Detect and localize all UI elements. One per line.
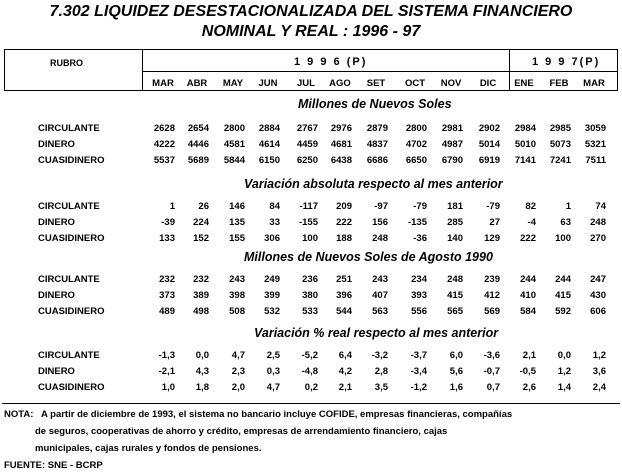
table-cell: 2767	[296, 123, 318, 134]
table-cell: 5844	[223, 155, 245, 166]
table-cell: 6,4	[338, 350, 352, 361]
month-header: MAR	[152, 78, 174, 89]
table-cell: 27	[489, 217, 500, 228]
table-cell: 533	[302, 306, 318, 317]
table-cell: 5014	[478, 139, 500, 150]
table-cell: 415	[447, 290, 463, 301]
table-cell: 4681	[330, 139, 352, 150]
table-cell: 152	[193, 233, 209, 244]
table-cell: 399	[264, 290, 280, 301]
table-cell: 2,3	[231, 366, 245, 377]
table-cell: 556	[411, 306, 427, 317]
table-cell: 2985	[549, 123, 571, 134]
month-header: MAY	[222, 78, 244, 89]
row-label: DINERO	[38, 290, 75, 301]
section-title: Variación % real respecto al mes anterior	[254, 326, 499, 340]
row-label: DINERO	[38, 217, 75, 228]
row-label: CIRCULANTE	[38, 350, 100, 361]
table-cell: 306	[264, 233, 280, 244]
table-cell: 532	[264, 306, 280, 317]
table-cell: 1,6	[449, 382, 463, 393]
table-cell: 0,0	[557, 350, 571, 361]
table-cell: 398	[229, 290, 245, 301]
month-header: ENE	[514, 78, 534, 89]
table-cell: 4,7	[231, 350, 245, 361]
table-cell: 2,1	[522, 350, 536, 361]
table-cell: 393	[411, 290, 427, 301]
section-title: Variación absoluta respecto al mes anterior	[244, 177, 503, 191]
table-cell: 6,0	[449, 350, 463, 361]
table-cell: 26	[198, 201, 209, 212]
table-cell: 4459	[296, 139, 318, 150]
month-header: DIC	[479, 78, 497, 89]
row-label: CUASIDINERO	[38, 233, 105, 244]
table-cell: 234	[411, 274, 427, 285]
row-label: CUASIDINERO	[38, 155, 105, 166]
section-title: Millones de Nuevos Soles de Agosto 1990	[244, 250, 493, 264]
table-cell: 251	[336, 274, 352, 285]
table-cell: 6438	[330, 155, 352, 166]
table-cell: -79	[413, 201, 427, 212]
source-line: FUENTE: SNE - BCRP	[4, 460, 103, 471]
table-cell: -3,7	[410, 350, 427, 361]
table-cell: 0,2	[304, 382, 318, 393]
table-cell: -3,2	[371, 350, 388, 361]
table-cell: 5689	[187, 155, 209, 166]
rubro-header: RUBRO	[50, 58, 83, 68]
row-label: CIRCULANTE	[38, 274, 100, 285]
table-cell: 244	[520, 274, 536, 285]
table-cell: 2879	[366, 123, 388, 134]
table-cell: 2800	[223, 123, 245, 134]
table-cell: 146	[229, 201, 245, 212]
table-cell: 544	[336, 306, 352, 317]
table-cell: 389	[193, 290, 209, 301]
table-cell: 2,1	[338, 382, 352, 393]
table-cell: 2984	[514, 123, 536, 134]
table-cell: 2981	[441, 123, 463, 134]
table-cell: -5,2	[301, 350, 318, 361]
table-cell: 5010	[514, 139, 536, 150]
note-label: NOTA:	[4, 409, 34, 420]
table-cell: 248	[590, 217, 606, 228]
table-cell: 489	[159, 306, 175, 317]
table-cell: -155	[298, 217, 318, 228]
table-cell: 565	[447, 306, 463, 317]
table-cell: 4987	[441, 139, 463, 150]
table-cell: 2654	[187, 123, 209, 134]
table-cell: 4581	[223, 139, 245, 150]
table-cell: -117	[299, 201, 318, 212]
table-cell: 236	[302, 274, 318, 285]
table-cell: 1,0	[161, 382, 175, 393]
table-cell: 2,4	[592, 382, 606, 393]
table-cell: 4614	[258, 139, 280, 150]
table-cell: 63	[560, 217, 571, 228]
table-cell: 7511	[585, 155, 606, 166]
table-cell: 2902	[478, 123, 500, 134]
year-1996-header: 1 9 9 6 (P)	[294, 56, 368, 68]
table-cell: 100	[302, 233, 318, 244]
table-cell: 135	[229, 217, 245, 228]
table-cell: 188	[336, 233, 352, 244]
table-cell: 2800	[405, 123, 427, 134]
table-cell: 270	[590, 233, 606, 244]
table-cell: 248	[447, 274, 463, 285]
table-cell: 6250	[296, 155, 318, 166]
table-cell: -0,5	[519, 366, 536, 377]
table-cell: 4,7	[266, 382, 280, 393]
table-cell: 129	[484, 233, 500, 244]
table-cell: 3059	[584, 123, 606, 134]
table-cell: 140	[447, 233, 463, 244]
table-cell: 84	[269, 201, 280, 212]
month-header: SET	[366, 78, 386, 89]
table-cell: 2,6	[522, 382, 536, 393]
table-cell: 396	[336, 290, 352, 301]
header-divider	[143, 71, 618, 72]
table-cell: -1,2	[410, 382, 427, 393]
table-cell: 407	[372, 290, 388, 301]
table-cell: 232	[159, 274, 175, 285]
table-cell: 222	[520, 233, 536, 244]
table-cell: -3,6	[483, 350, 500, 361]
table-cell: -1,3	[158, 350, 175, 361]
table-cell: 2628	[153, 123, 175, 134]
table-cell: 7141	[514, 155, 536, 166]
table-cell: -135	[407, 217, 427, 228]
table-subtitle: NOMINAL Y REAL : 1996 - 97	[201, 23, 421, 40]
table-cell: 249	[264, 274, 280, 285]
table-cell: -3,4	[410, 366, 427, 377]
table-cell: 247	[590, 274, 606, 285]
table-cell: 5537	[153, 155, 175, 166]
table-cell: 410	[520, 290, 536, 301]
table-cell: 6686	[366, 155, 388, 166]
table-cell: 74	[595, 201, 606, 212]
table-cell: -4,8	[301, 366, 318, 377]
month-header: NOV	[440, 78, 462, 89]
table-cell: 209	[336, 201, 352, 212]
year-1997-header: 1 9 9 7(P)	[532, 56, 601, 68]
table-cell: 380	[302, 290, 318, 301]
table-cell: -36	[413, 233, 427, 244]
table-cell: 6650	[405, 155, 427, 166]
table-cell: 243	[229, 274, 245, 285]
section-title: Millones de Nuevos Soles	[298, 97, 452, 111]
table-cell: -2,1	[158, 366, 175, 377]
row-label: CUASIDINERO	[38, 306, 105, 317]
table-cell: 100	[555, 233, 571, 244]
table-cell: 508	[229, 306, 245, 317]
table-cell: 3,5	[374, 382, 388, 393]
month-header: MAR	[583, 78, 605, 89]
table-cell: 569	[484, 306, 500, 317]
note-separator	[2, 403, 620, 404]
table-cell: 232	[193, 274, 209, 285]
table-cell: 5073	[549, 139, 571, 150]
table-cell: 243	[372, 274, 388, 285]
table-cell: 2,0	[231, 382, 245, 393]
note-line: de seguros, cooperativas de ahorro y crédito, empresas de arrendamiento financiero, cajas	[35, 426, 448, 437]
month-header: FEB	[549, 78, 569, 89]
table-cell: 5321	[584, 139, 606, 150]
table-cell: 2976	[330, 123, 352, 134]
row-label: DINERO	[38, 366, 75, 377]
table-cell: -0,7	[483, 366, 500, 377]
table-cell: 5,6	[449, 366, 463, 377]
table-cell: 1,2	[592, 350, 606, 361]
month-header: OCT	[404, 78, 426, 89]
table-cell: 1	[565, 201, 571, 212]
table-cell: -97	[374, 201, 388, 212]
table-cell: 412	[484, 290, 500, 301]
note-line: A partir de diciembre de 1993, el sistema no bancario incluye COFIDE, empresas financieras, compañías	[41, 409, 513, 420]
table-cell: 498	[193, 306, 209, 317]
table-cell: 155	[229, 233, 245, 244]
table-cell: 156	[372, 217, 388, 228]
table-cell: 584	[520, 306, 536, 317]
table-cell: 2,5	[266, 350, 280, 361]
table-cell: 181	[447, 201, 463, 212]
table-cell: 1	[169, 201, 175, 212]
month-header: AGO	[329, 78, 351, 89]
table-cell: 248	[372, 233, 388, 244]
table-cell: 4446	[187, 139, 209, 150]
table-cell: -79	[486, 201, 500, 212]
table-cell: 2,8	[374, 366, 388, 377]
table-cell: 7241	[549, 155, 571, 166]
table-cell: 2884	[258, 123, 280, 134]
table-cell: 373	[159, 290, 175, 301]
note-line: municipales, cajas rurales y fondos de pensiones.	[35, 443, 262, 454]
table-cell: 430	[590, 290, 606, 301]
table-cell: 4,2	[338, 366, 352, 377]
table-cell: 82	[525, 201, 536, 212]
table-cell: 0,3	[266, 366, 280, 377]
table-cell: 224	[193, 217, 209, 228]
table-cell: 3,6	[592, 366, 606, 377]
table-cell: 4222	[153, 139, 175, 150]
table-cell: 0,7	[486, 382, 500, 393]
table-cell: 415	[555, 290, 571, 301]
row-label: CUASIDINERO	[38, 382, 105, 393]
table-cell: 1,2	[557, 366, 571, 377]
table-cell: 4702	[405, 139, 427, 150]
row-label: CIRCULANTE	[38, 123, 100, 134]
table-cell: 239	[484, 274, 500, 285]
table-cell: 0,0	[195, 350, 209, 361]
row-label: DINERO	[38, 139, 75, 150]
table-cell: 6790	[441, 155, 463, 166]
table-cell: 1,8	[195, 382, 209, 393]
month-header: ABR	[186, 78, 208, 89]
month-header: JUN	[258, 78, 278, 89]
table-cell: 592	[555, 306, 571, 317]
header-col-divider	[142, 49, 143, 91]
table-title: 7.302 LIQUIDEZ DESESTACIONALIZADA DEL SISTEMA FINANCIERO	[49, 3, 573, 20]
table-cell: 4,3	[195, 366, 209, 377]
row-label: CIRCULANTE	[38, 201, 100, 212]
table-cell: 133	[159, 233, 175, 244]
table-cell: 244	[555, 274, 571, 285]
table-cell: -4	[527, 217, 536, 228]
month-header: JUL	[297, 78, 315, 89]
table-cell: 606	[590, 306, 606, 317]
table-cell: 285	[447, 217, 463, 228]
table-cell: 1,4	[557, 382, 571, 393]
table-cell: 4837	[366, 139, 388, 150]
table-cell: 6919	[478, 155, 500, 166]
table-cell: 33	[269, 217, 280, 228]
table-cell: -39	[161, 217, 175, 228]
table-cell: 222	[336, 217, 352, 228]
table-cell: 6150	[258, 155, 280, 166]
table-cell: 563	[372, 306, 388, 317]
